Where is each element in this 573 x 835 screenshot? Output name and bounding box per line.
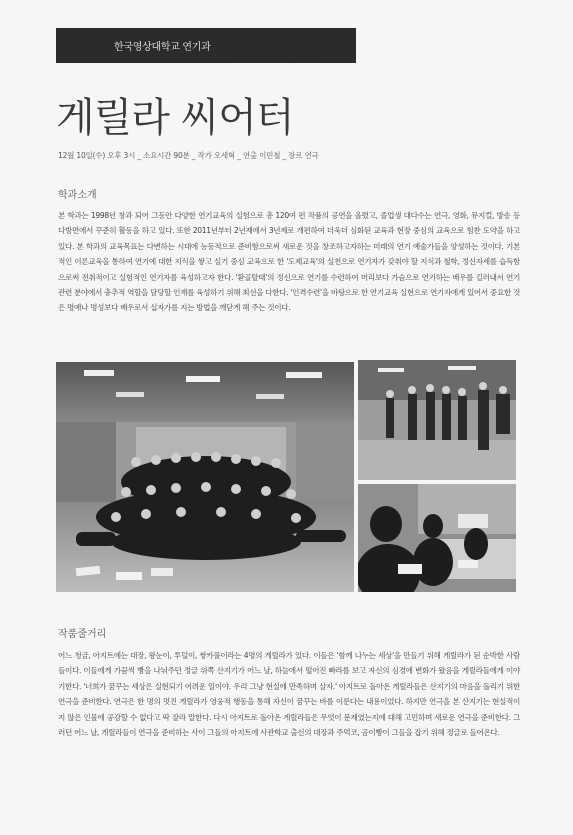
performance-credits: 12월 10일(수) 오후 3시 _ 소요시간 90분 _ 작가 오세혁 _ 연출 이민철 _ 장르 연극 xyxy=(58,151,319,160)
section-body-intro: 본 학과는 1998년 창과 되어 그동안 다양한 연기교육의 실험으로 총 120여 편 작품의 공연을 올렸고, 졸업생 대다수는 연극, 영화, 뮤지컬, 방송 등 다방면에서 꾸준히 활동을 하고 있다. 또한 2011년부터 2년제에서 3년제로 개편하여 더욱더 심화된 교육과 현장 중심의 교육으로 힘찬 도약을 하고 있다. 본 학과의 교육목표는 다변하는 시대에 능동적으로 준비함으로써 새로운 것을 창조하고자하는 미래의 연기 예술가들을 양성하는 것이다. 기본적인 이론교육을 통하여 연기에 대한 지식을 쌓고 실기 중심 교육으로 한 '도제교육'의 실천으로 연기자가 갖춰야 할 지식과 철학, 정신자세를 습득함으로써 전취적이고 실험적인 연기자를 육성하고자 한다. '환골탈태'의 정신으로 연기를 수련하여 머리보다 가슴으로 연기하는 배우를 길러내서 연기관련 분야에서 충추적 역할을 담당할 인재를 육성하기 위해 최선을 다한다. '인격수련'을 바탕으로 한 연기교육 실현으로 연기자에게 있어서 중요한 것은 명예나 명성보다 배우로서 십자가를 지는 방법을 깨닫게 해 주는 것이다. xyxy=(58,211,520,313)
script-reading-photo xyxy=(358,484,516,592)
section-body-synopsis: 어느 청금, 아지트에는 대장, 왕눈이, 투덜이, 쌍카풀이라는 4명의 게릴라가 있다. 이들은 '함께 나누는 세상'을 만들기 위해 게릴라가 된 순박한 사람들이다. 이들에게 가끔씩 빵을 나눠주던 정글 위쪽 산지기가 어느 날, 하늘에서 떨어진 빠라를 보고 자신의 심경에 변화가 왔음을 게릴라들에게 이야기한다. '너희가 꿈꾸는 세상은 실현되기 어려운 일이야. 우리 그냥 현실에 만족하며 살자.' 아지트로 돌아온 게릴라들은 산지기의 마음을 돌리기 위한 연극을 준비한다. 연극은 한 명의 멋진 게릴라가 영웅적 행동을 통해 자신이 꿈꾸는 바를 이룬다는 내용이었다. 하지만 연극을 본 산지기는 현실적이지 않은 인물에 공감할 수 없다고 딱 잘라 말한다. 다시 아지트로 돌아온 게릴라들은 무엇이 문제였는지에 대해 고민하며 새로운 연극을 준비한다. 그러던 어느 날, 게릴라들이 연극을 준비하는 사이 그들의 아지트에 사관학교 출신의 대장과 주먹코, 곰이빵이 그들을 잡기 위해 정글로 들어온다. xyxy=(58,651,520,738)
section-heading-intro: 학과소개 xyxy=(58,190,97,201)
group-photo xyxy=(56,362,354,592)
university-logo-icon xyxy=(228,41,246,59)
page-title: 게릴라 씨어터 xyxy=(56,95,294,141)
section-heading-synopsis: 작품줄거리 xyxy=(58,629,107,640)
rehearsal-photo xyxy=(358,360,516,480)
brand-name: 한국영상대학교 xyxy=(252,49,318,60)
department-label: 한국영상대학교 연기과 xyxy=(114,42,211,53)
